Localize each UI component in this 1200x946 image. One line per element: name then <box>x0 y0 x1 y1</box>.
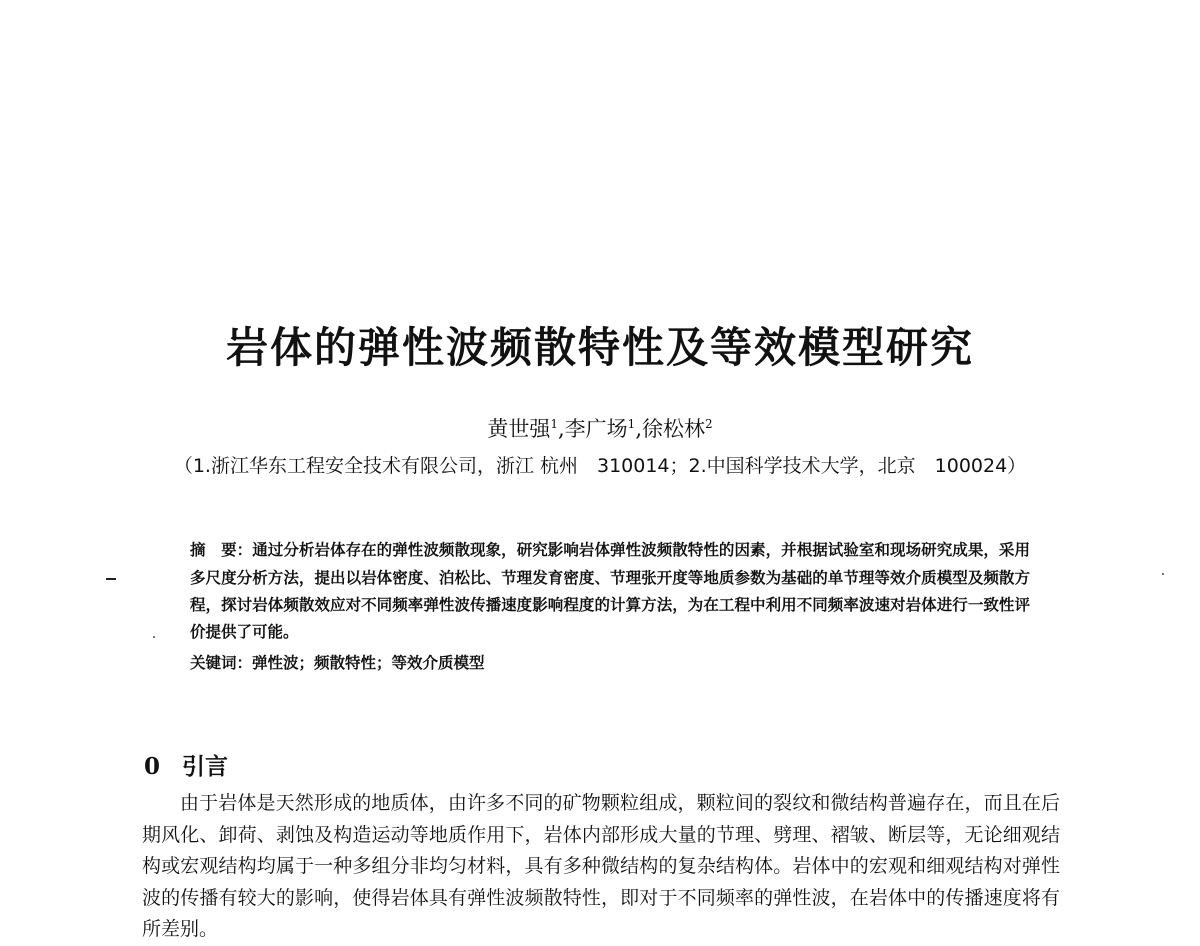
body-paragraph: 由于岩体是天然形成的地质体，由许多不同的矿物颗粒组成，颗粒间的裂纹和微结构普遍存在，而且在后期风化、卸荷、剥蚀及构造运动等地质作用下，岩体内部形成大量的节理、劈理、褶皱、断层等，无论细观结构或宏观结构均属于一种多组分非均匀材料，具有多种微结构的复杂结构体。岩体中的宏观和细观结构对弹性波的传播有较大的影响，使得岩体具有弹性波频散特性，即对于不同频率的弹性波，在岩体中的传播速度将有所差别。 <box>142 792 1060 940</box>
keywords-label: 关键词： <box>190 654 253 672</box>
author-separator: , <box>635 417 642 441</box>
author-separator: , <box>557 417 565 441</box>
keywords-text: 弹性波；频散特性；等效介质模型 <box>252 653 485 672</box>
author-name: 徐松林 <box>642 417 705 441</box>
affiliations: （1.浙江华东工程安全技术有限公司，浙江 杭州 310014；2.中国科学技术大学，北京 100024） <box>173 455 1027 477</box>
author-affil-mark: 1 <box>627 417 636 431</box>
section-number: 0 <box>144 753 161 780</box>
author-name: 李广场 <box>564 417 628 441</box>
scan-artifact <box>1162 573 1164 575</box>
abstract-label: 摘 要： <box>190 541 253 559</box>
author-affil-mark: 1 <box>550 417 558 431</box>
scan-artifact <box>106 578 116 580</box>
keywords-block <box>190 649 1030 677</box>
abstract-text: 通过分析岩体存在的弹性波频散现象，研究影响岩体弹性波频散特性的因素，并根据试验室和现场研究成果，采用多尺度分析方法，提出以岩体密度、泊松比、节理发育密度、节理张开度等地质参数为基础的单节理等效介质模型及频散方程，探讨岩体频散效应对不同频率弹性波传播速度影响程度的计算方法，为在工程中利用不同频率波速对岩体进行一致性评价提供了可能。 <box>190 540 1030 641</box>
paper-title: 岩体的弹性波频散特性及等效模型研究 <box>225 323 974 372</box>
author-name: 黄世强 <box>487 417 551 441</box>
author-list <box>0 414 1200 444</box>
section-title: 引言 <box>182 754 229 780</box>
section-heading <box>144 752 228 782</box>
scan-artifact <box>153 636 155 638</box>
author-affil-mark: 2 <box>705 417 713 431</box>
abstract-block <box>190 536 1030 645</box>
